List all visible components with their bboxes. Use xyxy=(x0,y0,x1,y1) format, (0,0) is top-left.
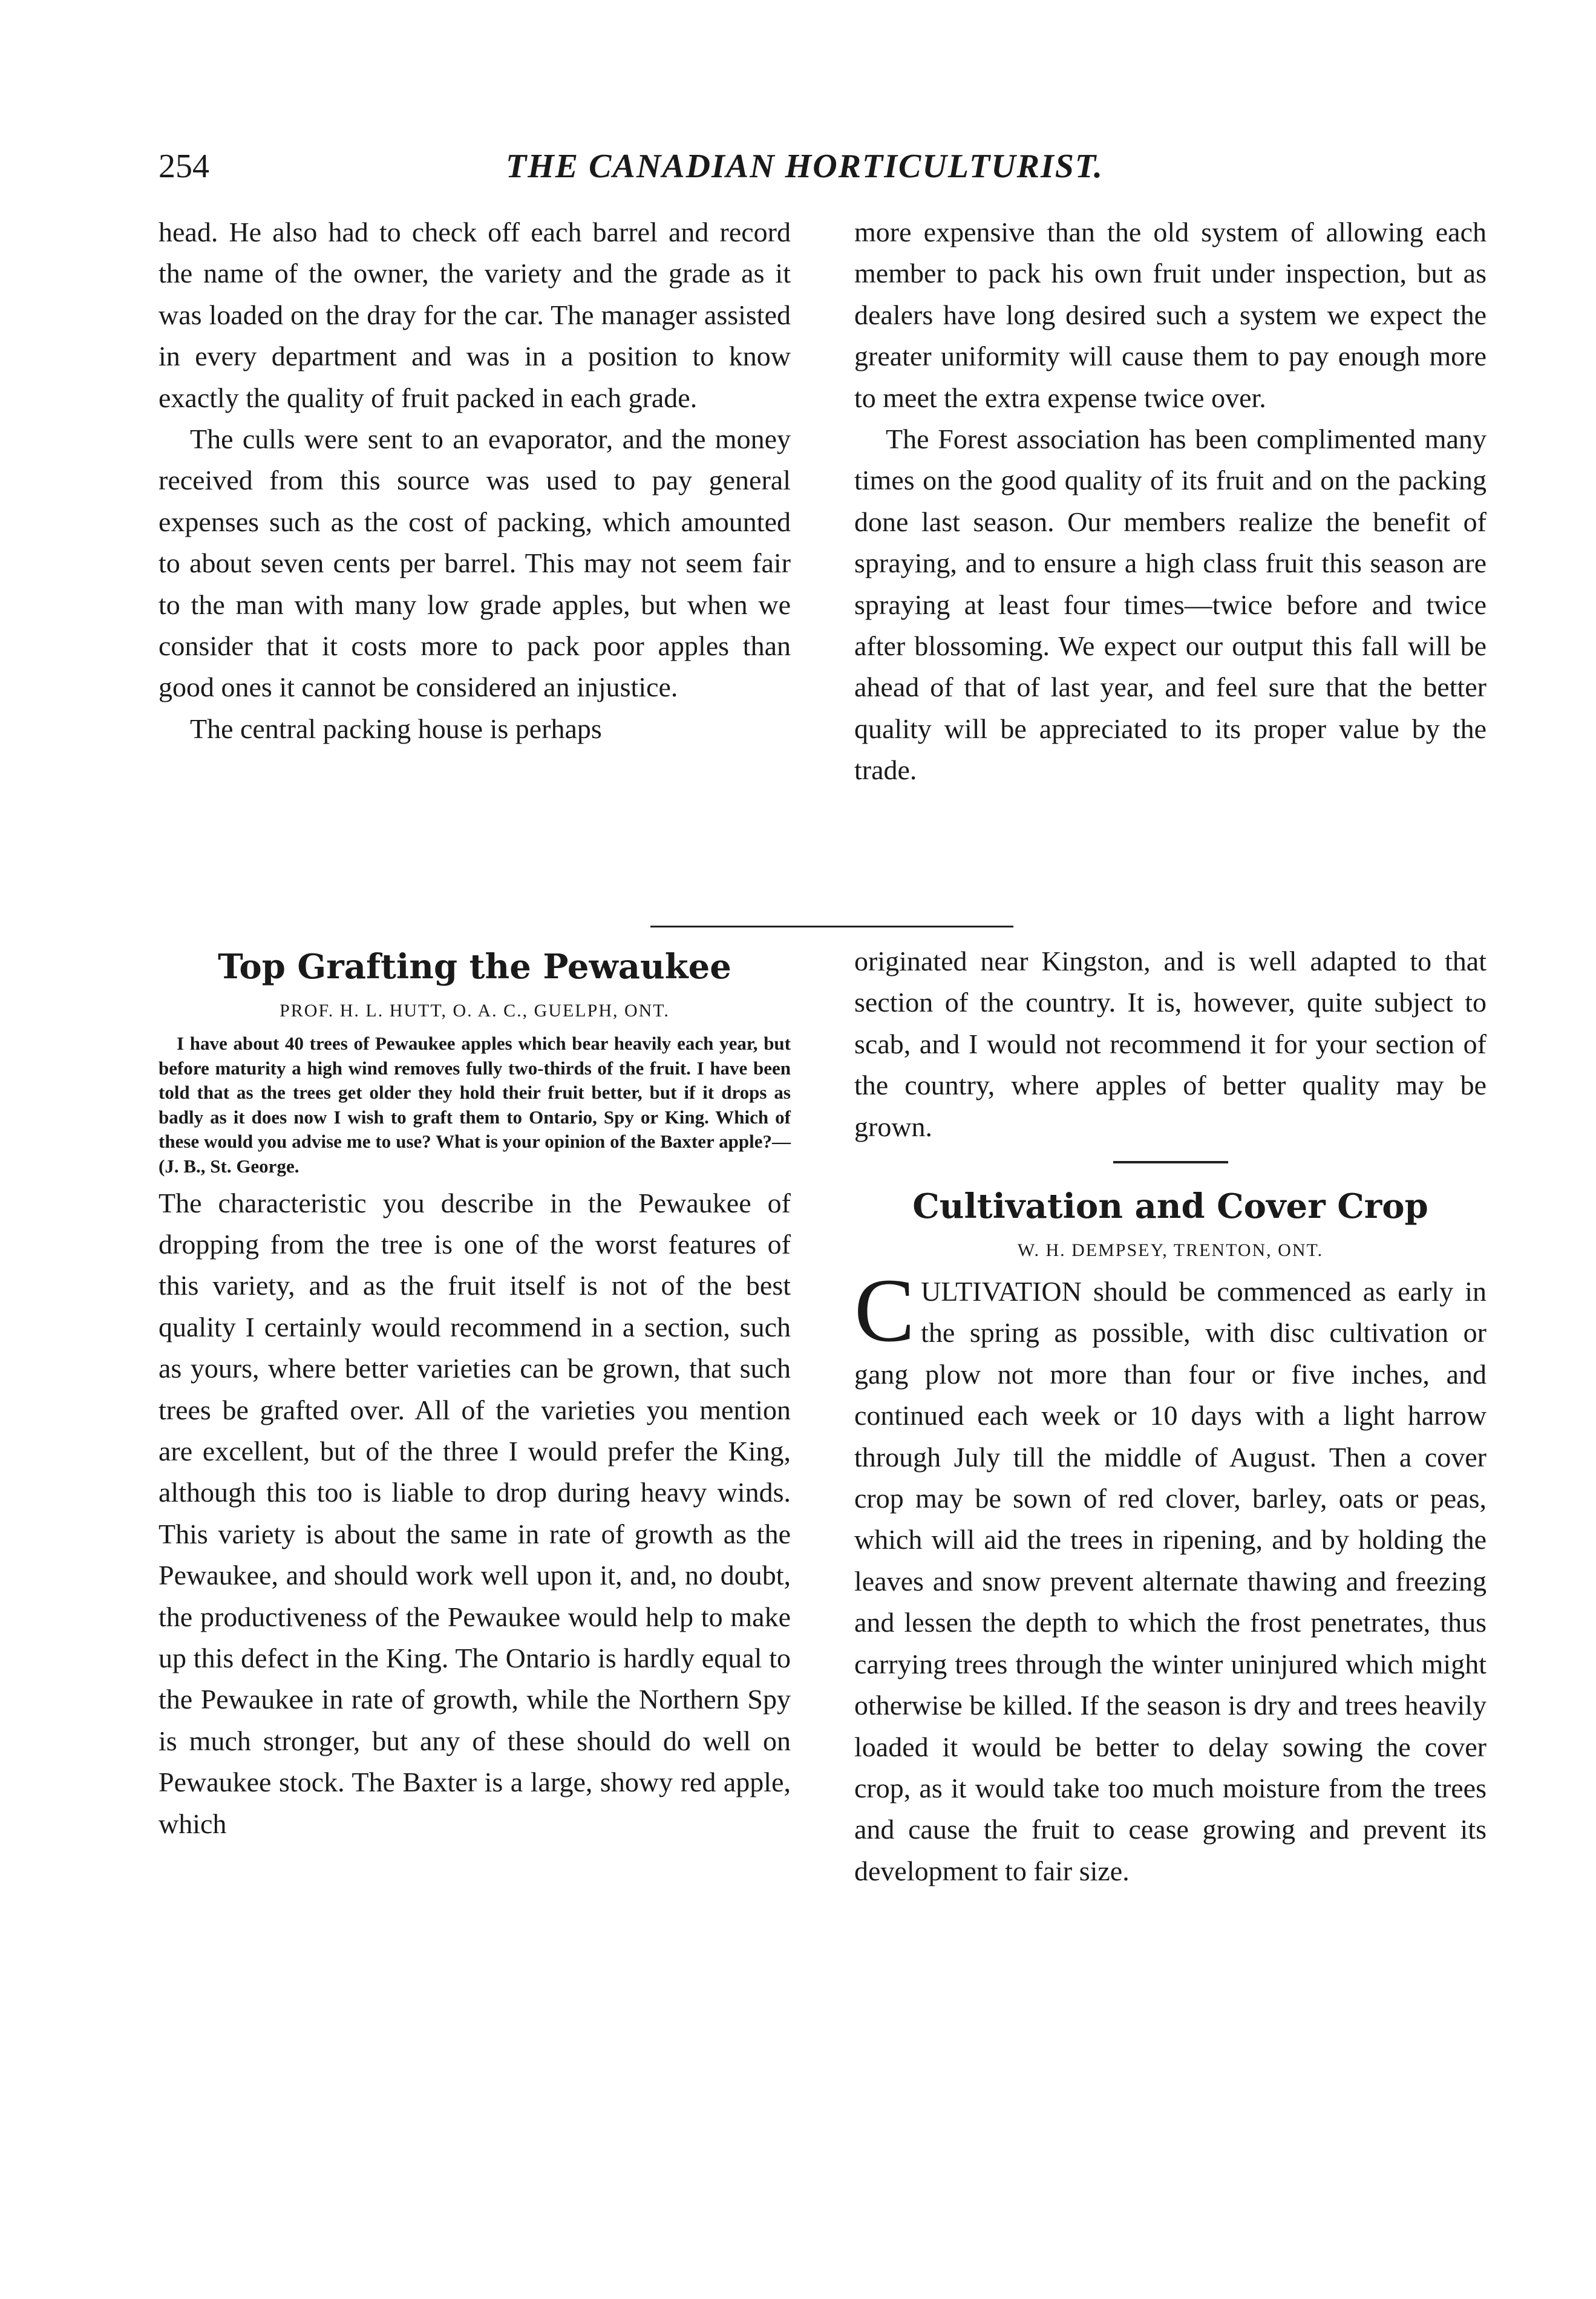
continued-article-left-column xyxy=(159,212,791,750)
page-number: 254 xyxy=(159,148,209,185)
reader-question: I have about 40 trees of Pewaukee apples which bear heavily each year, but before maturity a high wind removes fully two-thirds of the fruit. I have been told that as the trees get older they hold their fruit better, but if it drops as badly as it does now I wish to graft them to Ontario, Spy or King. Which of these would you advise me to use? What is your opinion of the Baxter apple?—(J. B., St. George. xyxy=(159,1033,791,1177)
continued-paragraph-3: The central packing house is perhaps xyxy=(190,713,602,744)
article-separator-rule xyxy=(1113,1161,1228,1163)
continued-paragraph-1: head. He also had to check off each barrel and record the name of the owner, the variety and the grade as it was loaded on the dray for the car. The manager assisted in every department and was in a position to know exactly the quality of fruit packed in each grade. xyxy=(159,217,791,413)
top-grafting-answer: The characteristic you describe in the Pewaukee of dropping from the tree is one of the worst features of this variety, and as the fruit itself is not of the best quality I certainly would recommend in a section, such as yours, where better varieties can be grown, that such trees be grafted over. All of the varieties you mention are excellent, but of the three I would prefer the King, although this too is liable to drop during heavy winds. This variety is about the same in rate of growth as the Pewaukee, and should work well upon it, and, no doubt, the productiveness of the Pewaukee would help to make up this defect in the King. The Ontario is hardly equal to the Pewaukee in rate of growth, while the Northern Spy is much stronger, but any of these should do well on Pewaukee stock. The Baxter is a large, showy red apple, which xyxy=(159,1187,791,1839)
right-bottom-column xyxy=(854,941,1486,1892)
cultivation-body xyxy=(854,1260,1486,1892)
continued-article-right-column xyxy=(854,212,1486,791)
publication-title: THE CANADIAN HORTICULTURIST. xyxy=(506,148,1104,185)
top-grafting-headline: Top Grafting the Pewaukee xyxy=(218,947,731,987)
continued-paragraph-5: The Forest association has been complimented many times on the good quality of its fruit and on the packing done last season. Our members realize the benefit of spraying, and to ensure a high class fruit this season are spraying at least four times—twice before and twice after blossoming. We expect our output this fall will be ahead of that of last year, and feel sure that the better quality will be appreciated to its proper value by the trade. xyxy=(854,424,1486,786)
cultivation-body-text: ULTIVATION should be commenced as early in the spring as possible, with disc cultivation or gang plow not more than four or five inches, and continued each week or 10 days with a light harrow through July till the middle of August. Then a cover crop may be sown of red clover, barley, oats or peas, which will aid the trees in ripening, and by holding the leaves and snow prevent alternate thawing and freezing and lessen the depth to which the frost penetrates, thus carrying trees through the winter uninjured which might otherwise be killed. If the season is dry and trees heavily loaded it would be better to delay sowing the cover crop, as it would take too much moisture from the trees and cause the fruit to cease growing and prevent its development to fair size. xyxy=(854,1276,1486,1886)
top-grafting-answer-continued: originated near Kingston, and is well adapted to that section of the country. It is, however, quite subject to scab, and I would not recommend it for your section of the country, where apples of better quality may be grown. xyxy=(854,946,1486,1142)
continued-paragraph-2: The culls were sent to an evaporator, and the money received from this source was used to pay general expenses such as the cost of packing, which amounted to about seven cents per barrel. This may not seem fair to the man with many low grade apples, but when we consider that it costs more to pack poor apples than good ones it cannot be considered an injustice. xyxy=(159,424,791,703)
top-grafting-article xyxy=(159,941,791,1845)
section-divider xyxy=(650,926,1013,927)
top-grafting-byline: PROF. H. L. HUTT, O. A. C., GUELPH, ONT. xyxy=(280,1001,670,1021)
cultivation-headline: Cultivation and Cover Crop xyxy=(912,1186,1428,1227)
continued-paragraph-4: more expensive than the old system of allowing each member to pack his own fruit under inspection, but as dealers have long desired such a system we expect the greater uniformity will cause them to pay enough more to meet the extra expense twice over. xyxy=(854,217,1486,413)
drop-cap: C xyxy=(854,1260,915,1361)
cultivation-byline: W. H. DEMPSEY, TRENTON, ONT. xyxy=(1017,1240,1324,1261)
